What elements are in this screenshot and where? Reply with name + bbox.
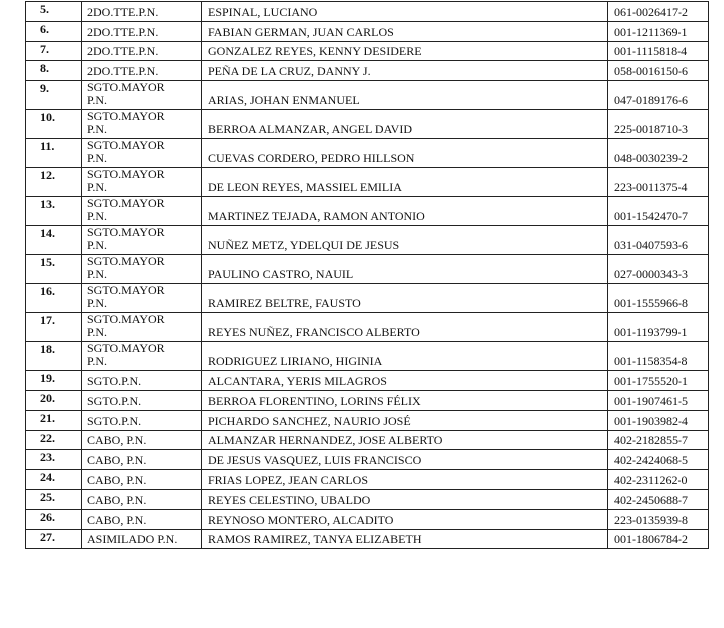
full-name-cell: CUEVAS CORDERO, PEDRO HILLSON bbox=[202, 139, 608, 168]
rank-text: SGTO.MAYOR bbox=[87, 138, 165, 153]
id-number-cell: 001-1542470-7 bbox=[608, 197, 709, 226]
table-row bbox=[26, 284, 709, 313]
id-number-cell: 001-1115818-4 bbox=[608, 41, 709, 61]
rank-text: SGTO.P.N. bbox=[87, 393, 142, 408]
full-name-cell: BERROA FLORENTINO, LORINS FÉLIX bbox=[202, 390, 608, 410]
full-name-cell: REYNOSO MONTERO, ALCADITO bbox=[202, 509, 608, 529]
table-row bbox=[26, 489, 709, 509]
table-row bbox=[26, 450, 709, 470]
full-name-cell: RODRIGUEZ LIRIANO, HIGINIA bbox=[202, 342, 608, 371]
id-number-cell: 001-1755520-1 bbox=[608, 371, 709, 391]
id-number-cell: 402-2311262-0 bbox=[608, 470, 709, 490]
rank-text: ASIMILADO P.N. bbox=[87, 532, 178, 547]
table-row bbox=[26, 139, 709, 168]
full-name-cell: FRIAS LOPEZ, JEAN CARLOS bbox=[202, 470, 608, 490]
row-number: 7. bbox=[26, 41, 82, 61]
rank-text: P.N. bbox=[87, 325, 108, 340]
rank-cell bbox=[82, 197, 202, 226]
row-number: 17. bbox=[26, 313, 82, 342]
rank-text: P.N. bbox=[87, 180, 108, 195]
id-number-cell: 223-0011375-4 bbox=[608, 168, 709, 197]
rank-cell bbox=[82, 529, 202, 549]
row-number: 15. bbox=[26, 255, 82, 284]
id-number-cell: 061-0026417-2 bbox=[608, 2, 709, 22]
id-number-cell: 047-0189176-6 bbox=[608, 81, 709, 110]
row-number: 26. bbox=[26, 509, 82, 529]
rank-text: SGTO.MAYOR bbox=[87, 109, 165, 124]
rank-text: SGTO.MAYOR bbox=[87, 196, 165, 211]
full-name-cell: DE JESUS VASQUEZ, LUIS FRANCISCO bbox=[202, 450, 608, 470]
full-name-cell: ESPINAL, LUCIANO bbox=[202, 2, 608, 22]
rank-text: 2DO.TTE.P.N. bbox=[87, 64, 159, 79]
rank-cell bbox=[82, 2, 202, 22]
rank-text: SGTO.MAYOR bbox=[87, 225, 165, 240]
table-row bbox=[26, 371, 709, 391]
id-number-cell: 031-0407593-6 bbox=[608, 226, 709, 255]
rank-text: P.N. bbox=[87, 209, 108, 224]
id-number-cell: 223-0135939-8 bbox=[608, 509, 709, 529]
rank-text: P.N. bbox=[87, 354, 108, 369]
rank-text: SGTO.MAYOR bbox=[87, 80, 165, 95]
full-name-cell: MARTINEZ TEJADA, RAMON ANTONIO bbox=[202, 197, 608, 226]
row-number: 13. bbox=[26, 197, 82, 226]
table-row bbox=[26, 2, 709, 22]
rank-cell bbox=[82, 313, 202, 342]
rank-text: 2DO.TTE.P.N. bbox=[87, 4, 159, 19]
personnel-table bbox=[25, 1, 709, 549]
full-name-cell: PICHARDO SANCHEZ, NAURIO JOSÉ bbox=[202, 410, 608, 430]
row-number: 9. bbox=[26, 81, 82, 110]
table-row bbox=[26, 61, 709, 81]
rank-text: 2DO.TTE.P.N. bbox=[87, 44, 159, 59]
rank-text: SGTO.MAYOR bbox=[87, 283, 165, 298]
full-name-cell: DE LEON REYES, MASSIEL EMILIA bbox=[202, 168, 608, 197]
rank-text: SGTO.MAYOR bbox=[87, 312, 165, 327]
id-number-cell: 001-1907461-5 bbox=[608, 390, 709, 410]
row-number: 24. bbox=[26, 470, 82, 490]
id-number-cell: 027-0000343-3 bbox=[608, 255, 709, 284]
rank-text: CABO, P.N. bbox=[87, 433, 147, 448]
full-name-cell: RAMIREZ BELTRE, FAUSTO bbox=[202, 284, 608, 313]
full-name-cell: REYES NUÑEZ, FRANCISCO ALBERTO bbox=[202, 313, 608, 342]
row-number: 8. bbox=[26, 61, 82, 81]
rank-text: SGTO.P.N. bbox=[87, 373, 142, 388]
row-number: 12. bbox=[26, 168, 82, 197]
full-name-cell: ARIAS, JOHAN ENMANUEL bbox=[202, 81, 608, 110]
rank-cell bbox=[82, 168, 202, 197]
id-number-cell: 001-1806784-2 bbox=[608, 529, 709, 549]
table-row bbox=[26, 430, 709, 450]
table-row bbox=[26, 313, 709, 342]
rank-text: CABO, P.N. bbox=[87, 472, 147, 487]
full-name-cell: GONZALEZ REYES, KENNY DESIDERE bbox=[202, 41, 608, 61]
rank-cell bbox=[82, 470, 202, 490]
table-row bbox=[26, 197, 709, 226]
row-number: 6. bbox=[26, 21, 82, 41]
rank-cell bbox=[82, 139, 202, 168]
rank-cell bbox=[82, 371, 202, 391]
row-number: 20. bbox=[26, 390, 82, 410]
row-number: 19. bbox=[26, 371, 82, 391]
rank-text: CABO, P.N. bbox=[87, 512, 147, 527]
rank-cell bbox=[82, 509, 202, 529]
full-name-cell: BERROA ALMANZAR, ANGEL DAVID bbox=[202, 110, 608, 139]
table-row bbox=[26, 509, 709, 529]
id-number-cell: 001-1211369-1 bbox=[608, 21, 709, 41]
id-number-cell: 058-0016150-6 bbox=[608, 61, 709, 81]
id-number-cell: 048-0030239-2 bbox=[608, 139, 709, 168]
id-number-cell: 225-0018710-3 bbox=[608, 110, 709, 139]
table-row bbox=[26, 110, 709, 139]
table-row bbox=[26, 470, 709, 490]
row-number: 22. bbox=[26, 430, 82, 450]
rank-text: P.N. bbox=[87, 267, 108, 282]
full-name-cell: NUÑEZ METZ, YDELQUI DE JESUS bbox=[202, 226, 608, 255]
rank-cell bbox=[82, 41, 202, 61]
table-row bbox=[26, 21, 709, 41]
table-row bbox=[26, 226, 709, 255]
table-row bbox=[26, 529, 709, 549]
rank-cell bbox=[82, 430, 202, 450]
table-row bbox=[26, 168, 709, 197]
row-number: 25. bbox=[26, 489, 82, 509]
rank-text: 2DO.TTE.P.N. bbox=[87, 24, 159, 39]
row-number: 23. bbox=[26, 450, 82, 470]
rank-text: SGTO.MAYOR bbox=[87, 167, 165, 182]
rank-cell bbox=[82, 284, 202, 313]
row-number: 18. bbox=[26, 342, 82, 371]
row-number: 11. bbox=[26, 139, 82, 168]
rank-cell bbox=[82, 450, 202, 470]
rank-cell bbox=[82, 81, 202, 110]
table-row bbox=[26, 390, 709, 410]
id-number-cell: 402-2450688-7 bbox=[608, 489, 709, 509]
row-number: 27. bbox=[26, 529, 82, 549]
row-number: 16. bbox=[26, 284, 82, 313]
id-number-cell: 001-1903982-4 bbox=[608, 410, 709, 430]
full-name-cell: FABIAN GERMAN, JUAN CARLOS bbox=[202, 21, 608, 41]
id-number-cell: 402-2182855-7 bbox=[608, 430, 709, 450]
full-name-cell: PAULINO CASTRO, NAUIL bbox=[202, 255, 608, 284]
row-number: 5. bbox=[26, 2, 82, 22]
rank-cell bbox=[82, 410, 202, 430]
rank-cell bbox=[82, 390, 202, 410]
row-number: 21. bbox=[26, 410, 82, 430]
rank-text: P.N. bbox=[87, 93, 108, 108]
personnel-table-body bbox=[26, 2, 709, 549]
rank-text: CABO, P.N. bbox=[87, 492, 147, 507]
full-name-cell: RAMOS RAMIREZ, TANYA ELIZABETH bbox=[202, 529, 608, 549]
rank-text: P.N. bbox=[87, 151, 108, 166]
rank-text: P.N. bbox=[87, 296, 108, 311]
rank-cell bbox=[82, 21, 202, 41]
rank-text: CABO, P.N. bbox=[87, 453, 147, 468]
rank-cell bbox=[82, 61, 202, 81]
id-number-cell: 001-1555966-8 bbox=[608, 284, 709, 313]
table-row bbox=[26, 81, 709, 110]
rank-cell bbox=[82, 110, 202, 139]
rank-text: SGTO.MAYOR bbox=[87, 341, 165, 356]
row-number: 14. bbox=[26, 226, 82, 255]
table-row bbox=[26, 342, 709, 371]
full-name-cell: PEÑA DE LA CRUZ, DANNY J. bbox=[202, 61, 608, 81]
rank-text: P.N. bbox=[87, 238, 108, 253]
full-name-cell: ALMANZAR HERNANDEZ, JOSE ALBERTO bbox=[202, 430, 608, 450]
id-number-cell: 001-1193799-1 bbox=[608, 313, 709, 342]
id-number-cell: 402-2424068-5 bbox=[608, 450, 709, 470]
rank-cell bbox=[82, 489, 202, 509]
rank-text: P.N. bbox=[87, 122, 108, 137]
rank-cell bbox=[82, 255, 202, 284]
table-row bbox=[26, 41, 709, 61]
table-row bbox=[26, 410, 709, 430]
rank-text: SGTO.P.N. bbox=[87, 413, 142, 428]
table-row bbox=[26, 255, 709, 284]
full-name-cell: ALCANTARA, YERIS MILAGROS bbox=[202, 371, 608, 391]
rank-cell bbox=[82, 226, 202, 255]
full-name-cell: REYES CELESTINO, UBALDO bbox=[202, 489, 608, 509]
rank-cell bbox=[82, 342, 202, 371]
row-number: 10. bbox=[26, 110, 82, 139]
id-number-cell: 001-1158354-8 bbox=[608, 342, 709, 371]
rank-text: SGTO.MAYOR bbox=[87, 254, 165, 269]
